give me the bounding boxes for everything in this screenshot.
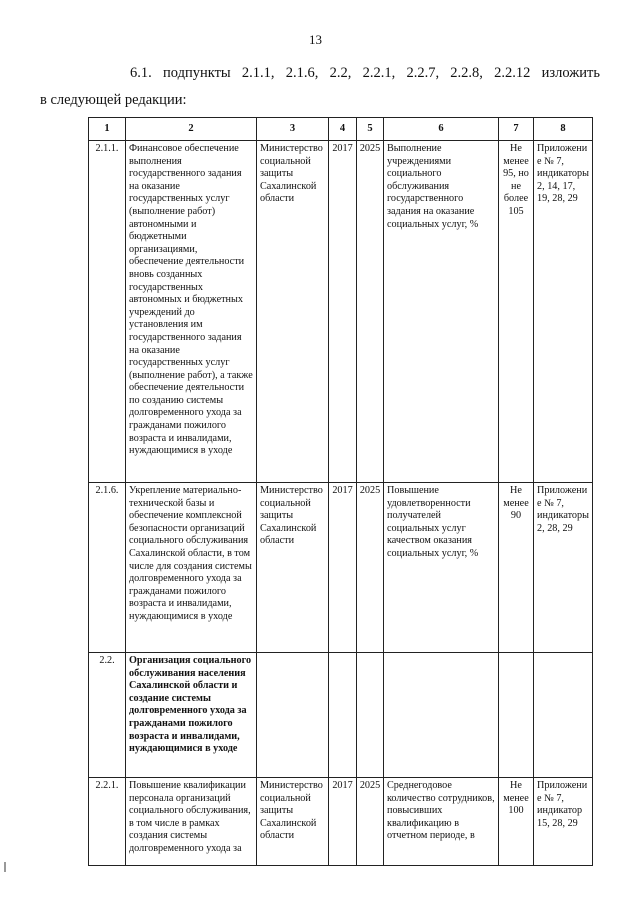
start-year: 2017 xyxy=(329,141,357,483)
header-cell: 1 xyxy=(89,118,126,141)
measure-name: Организация социального обслуживания населения Сахалинской области и создание системы долговременного ухода за гражданами пожилого возраста и инвалидами, нуждающимися в уходе xyxy=(126,653,257,778)
header-cell: 7 xyxy=(499,118,534,141)
executor: Министерство социальной защиты Сахалинской области xyxy=(257,483,329,653)
page-number: 13 xyxy=(309,32,322,47)
table-header-row xyxy=(89,118,593,141)
end-year xyxy=(357,653,384,778)
header-cell: 4 xyxy=(329,118,357,141)
executor xyxy=(257,653,329,778)
executor: Министерство социальной защиты Сахалинской области xyxy=(257,141,329,483)
end-year: 2025 xyxy=(357,483,384,653)
row-number: 2.2. xyxy=(89,653,126,778)
start-year: 2017 xyxy=(329,483,357,653)
indicator: Среднегодовое количество сотрудников, повысивших квалификацию в отчетном периоде, в xyxy=(384,778,499,866)
measure-name: Финансовое обеспечение выполнения государственного задания на оказание государственных услуг (выполнение работ) автономными и бюджетными организациями, обеспечение деятельности вновь созданных государственных автономных и бюджетных учреждений до установления им государственного задания на оказание государственных услуг (выполнение работ), а также обеспечение деятельности по созданию системы долговременного ухода за гражданами пожилого возраста и инвалидами, нуждающимися в уходе xyxy=(126,141,257,483)
table-row xyxy=(89,483,593,653)
row-number: 2.2.1. xyxy=(89,778,126,866)
table-row xyxy=(89,778,593,866)
end-year: 2025 xyxy=(357,141,384,483)
table-row xyxy=(89,141,593,483)
start-year xyxy=(329,653,357,778)
row-number: 2.1.6. xyxy=(89,483,126,653)
reference: Приложение № 7, индикатор 15, 28, 29 xyxy=(534,778,593,866)
scan-edge-mark xyxy=(4,862,6,872)
header-cell: 3 xyxy=(257,118,329,141)
header-cell: 5 xyxy=(357,118,384,141)
target-value: Не менее 90 xyxy=(499,483,534,653)
header-cell: 8 xyxy=(534,118,593,141)
measure-name: Повышение квалификации персонала организаций социального обслуживания, в том числе в рамках создания системы долговременного ухода за xyxy=(126,778,257,866)
reference: Приложение № 7, индикаторы 2, 14, 17, 19, 28, 29 xyxy=(534,141,593,483)
reference: Приложение № 7, индикаторы 2, 28, 29 xyxy=(534,483,593,653)
row-number: 2.1.1. xyxy=(89,141,126,483)
header-cell: 6 xyxy=(384,118,499,141)
start-year: 2017 xyxy=(329,778,357,866)
measure-name: Укрепление материально-технической базы и обеспечение комплексной безопасности организаций социального обслуживания Сахалинской области, в том числе для создания системы долговременного ухода за гражданами пожилого возраста и инвалидами, нуждающимися в уходе xyxy=(126,483,257,653)
indicator xyxy=(384,653,499,778)
end-year: 2025 xyxy=(357,778,384,866)
target-value: Не менее 100 xyxy=(499,778,534,866)
indicator: Повышение удовлетворенности получателей социальных услуг качеством оказания социальных услуг, % xyxy=(384,483,499,653)
intro-line-2: в следующей редакции: xyxy=(40,92,187,108)
indicator: Выполнение учреждениями социального обслуживания государственного задания на оказание социальных услуг, % xyxy=(384,141,499,483)
executor: Министерство социальной защиты Сахалинской области xyxy=(257,778,329,866)
target-value: Не менее 95, но не более 105 xyxy=(499,141,534,483)
measures-table xyxy=(88,117,593,866)
reference xyxy=(534,653,593,778)
table-row xyxy=(89,653,593,778)
intro-line-1: 6.1. подпункты 2.1.1, 2.1.6, 2.2, 2.2.1, 2.2.7, 2.2.8, 2.2.12 изложить xyxy=(130,65,600,81)
target-value xyxy=(499,653,534,778)
header-cell: 2 xyxy=(126,118,257,141)
